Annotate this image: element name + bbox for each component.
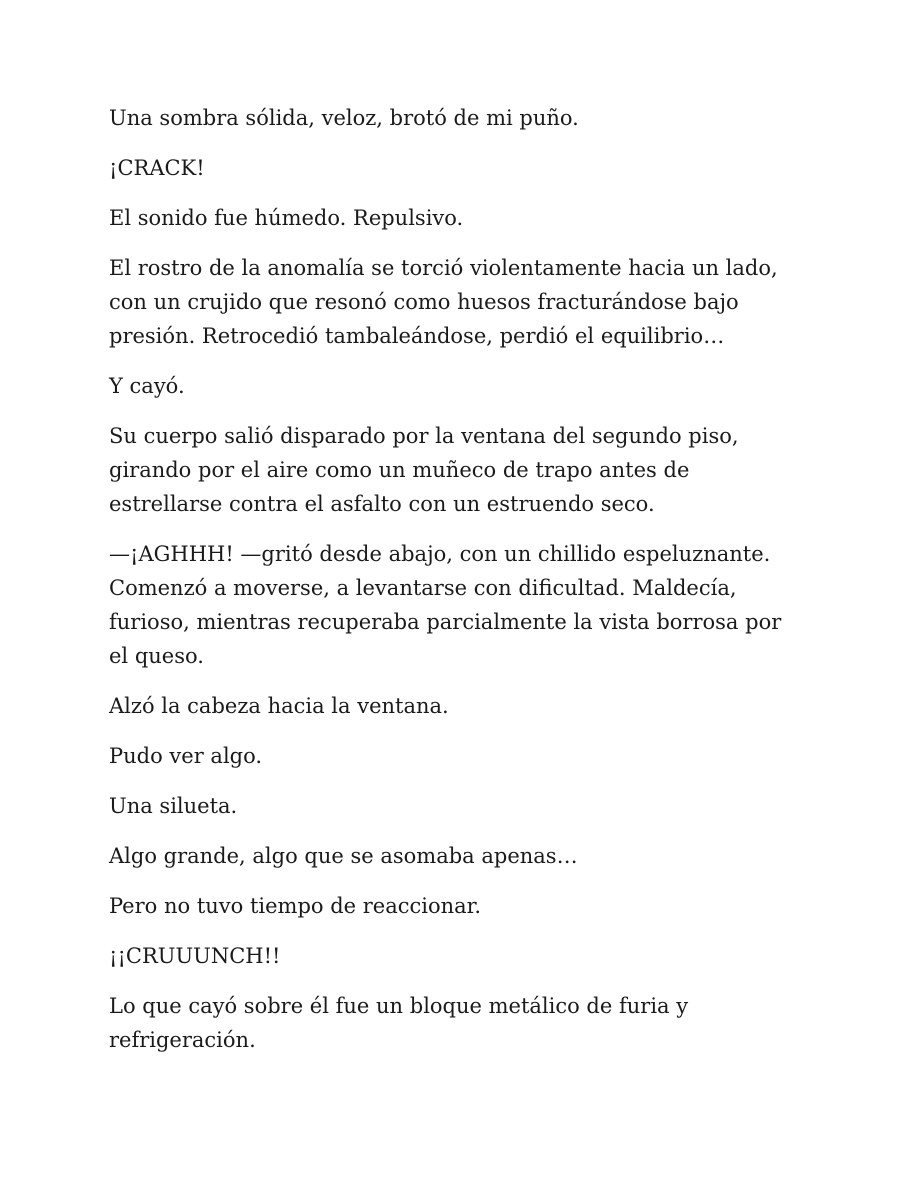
paragraph: El rostro de la anomalía se torció violentamente hacia un lado, con un crujido que resonó como huesos fracturándose bajo presión. Retrocedió tambaleándose, perdió el equilibrio… <box>109 256 778 348</box>
paragraph: ¡CRACK! <box>109 156 205 180</box>
paragraph: El sonido fue húmedo. Repulsivo. <box>109 206 464 230</box>
paragraph: ¡¡CRUUUNCH!! <box>109 944 281 968</box>
paragraph: Y cayó. <box>109 374 185 398</box>
paragraph: Alzó la cabeza hacia la ventana. <box>109 694 449 718</box>
paragraph: Su cuerpo salió disparado por la ventana del segundo piso, girando por el aire como un muñeco de trapo antes de estrellarse contra el asfalto con un estruendo seco. <box>109 424 739 516</box>
paragraph: Una silueta. <box>109 794 238 818</box>
body-text <box>109 101 799 1073</box>
paragraph: Una sombra sólida, veloz, brotó de mi puño. <box>109 106 579 130</box>
paragraph: Pudo ver algo. <box>109 744 263 768</box>
paragraph: Pero no tuvo tiempo de reaccionar. <box>109 894 482 918</box>
paragraph: Lo que cayó sobre él fue un bloque metálico de furia y refrigeración. <box>109 994 689 1052</box>
paragraph: Algo grande, algo que se asomaba apenas… <box>109 844 578 868</box>
paragraph: —¡AGHHH! —gritó desde abajo, con un chillido espeluznante. Comenzó a moverse, a levantarse con dificultad. Maldecía, furioso, mientras recuperaba parcialmente la vista borrosa por el queso. <box>109 542 782 668</box>
